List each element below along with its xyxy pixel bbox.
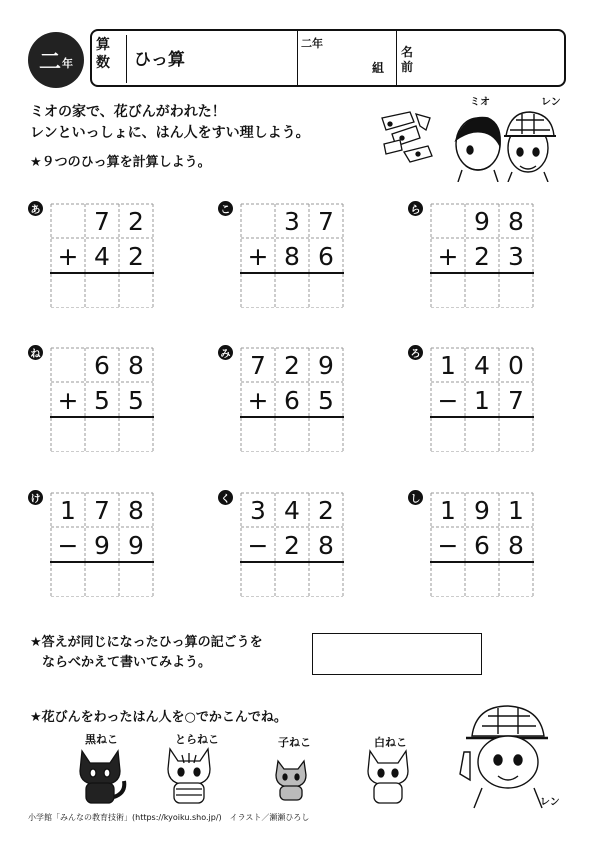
class-grade-label: 二年: [301, 37, 323, 50]
digit-top: 1: [60, 495, 76, 525]
story-line-2: レンといっしょに、はん人をすい理しよう。: [30, 125, 310, 141]
digit-bottom: 4: [94, 241, 110, 271]
answer-cell[interactable]: [85, 563, 119, 597]
problem-mark: ら: [408, 201, 423, 216]
subject-label: 算数: [96, 37, 110, 71]
digit-bottom: 5: [318, 385, 334, 415]
header-divider: [126, 35, 127, 83]
suspect-label-kitten: 子ねこ: [278, 736, 311, 749]
digit-top: 3: [284, 206, 300, 236]
answer-cell[interactable]: [241, 274, 275, 308]
instruction-arrange-line-1: ★答えが同じになったひっ算の記ごうを: [30, 635, 263, 650]
name-label: 名前: [401, 45, 414, 74]
digit-top: 7: [94, 206, 110, 236]
operator-sign: +: [437, 241, 459, 271]
digit-top: 9: [474, 495, 490, 525]
operator-sign: −: [437, 530, 459, 560]
digit-top: 1: [440, 495, 456, 525]
problem: [30, 492, 160, 602]
tiger-cat-icon[interactable]: [168, 749, 210, 803]
operator-sign: −: [437, 385, 459, 415]
digit-top: [51, 204, 85, 238]
digit-bottom: 2: [128, 241, 144, 271]
digit-bottom: 6: [474, 530, 490, 560]
digit-top: 4: [474, 350, 490, 380]
answer-cell[interactable]: [85, 418, 119, 452]
problem-mark: ね: [28, 345, 43, 360]
problem: [30, 203, 160, 313]
digit-top: 2: [128, 206, 144, 236]
problem: [220, 347, 350, 457]
answer-cell[interactable]: [241, 418, 275, 452]
operator-sign: +: [57, 385, 79, 415]
answer-cell[interactable]: [241, 563, 275, 597]
digit-top: 2: [284, 350, 300, 380]
problem: [410, 347, 540, 457]
operator-sign: +: [247, 385, 269, 415]
digit-bottom: 2: [284, 530, 300, 560]
digit-bottom: 9: [128, 530, 144, 560]
class-kumi-label: 組: [372, 61, 385, 75]
digit-top: 1: [440, 350, 456, 380]
digit-top: 3: [250, 495, 266, 525]
digit-bottom: 3: [508, 241, 524, 271]
digit-top: 7: [94, 495, 110, 525]
answer-cell[interactable]: [465, 274, 499, 308]
answer-cell[interactable]: [465, 563, 499, 597]
answer-box[interactable]: [312, 633, 482, 675]
digit-bottom: 9: [94, 530, 110, 560]
answer-cell[interactable]: [431, 418, 465, 452]
answer-cell[interactable]: [431, 274, 465, 308]
problem: [220, 492, 350, 602]
problem-mark: く: [218, 490, 233, 505]
digit-top: 2: [318, 495, 334, 525]
worksheet-title: ひっ算: [134, 50, 185, 70]
story-text: [30, 102, 310, 144]
suspect-cats-illustration: [60, 745, 460, 807]
digit-top: 0: [508, 350, 524, 380]
character-label-mio: ミオ: [470, 97, 490, 108]
operator-sign: +: [247, 241, 269, 271]
digit-bottom: 8: [284, 241, 300, 271]
problem: [410, 492, 540, 602]
digit-top: 8: [128, 350, 144, 380]
answer-cell[interactable]: [309, 563, 343, 597]
digit-top: [51, 348, 85, 382]
answer-cell[interactable]: [275, 418, 309, 452]
problem: [410, 203, 540, 313]
operator-sign: −: [247, 530, 269, 560]
digit-bottom: 5: [128, 385, 144, 415]
digit-top: 1: [508, 495, 524, 525]
answer-cell[interactable]: [499, 418, 533, 452]
answer-cell[interactable]: [275, 563, 309, 597]
digit-top: 9: [318, 350, 334, 380]
digit-top: [241, 204, 275, 238]
instruction-arrange: [30, 633, 263, 673]
header-divider: [396, 31, 397, 85]
digit-top: [431, 204, 465, 238]
digit-bottom: 6: [318, 241, 334, 271]
operator-sign: +: [57, 241, 79, 271]
answer-cell[interactable]: [309, 274, 343, 308]
digit-bottom: 1: [474, 385, 490, 415]
answer-cell[interactable]: [119, 274, 153, 308]
answer-cell[interactable]: [499, 563, 533, 597]
digit-top: 6: [94, 350, 110, 380]
suspect-label-white-cat: 白ねこ: [374, 736, 407, 749]
header-box: [90, 29, 566, 87]
header-divider: [297, 31, 298, 85]
vase-and-kids-illustration: [370, 100, 565, 182]
suspect-label-black-cat: 黒ねこ: [85, 733, 118, 746]
problem-mark: み: [218, 345, 233, 360]
digit-bottom: 8: [508, 530, 524, 560]
answer-cell[interactable]: [431, 563, 465, 597]
digit-bottom: 5: [94, 385, 110, 415]
instruction-calculate: ★９つのひっ算を計算しよう。: [30, 155, 211, 170]
problem-mark: し: [408, 490, 423, 505]
digit-top: 8: [128, 495, 144, 525]
grade-badge: [28, 32, 84, 88]
answer-cell[interactable]: [51, 563, 85, 597]
grade-suffix: 年: [62, 57, 73, 70]
digit-top: 7: [250, 350, 266, 380]
answer-cell[interactable]: [85, 274, 119, 308]
problem: [30, 347, 160, 457]
ren-label: レン: [540, 797, 560, 808]
story-line-1: ミオの家で、花びんがわれた！: [30, 104, 226, 120]
black-cat-icon[interactable]: [80, 751, 124, 803]
digit-top: 7: [318, 206, 334, 236]
instruction-circle-culprit: ★花びんをわったはん人を○でかこんでね。: [30, 710, 287, 725]
answer-cell[interactable]: [51, 274, 85, 308]
white-cat-icon[interactable]: [368, 751, 408, 803]
digit-top: 9: [474, 206, 490, 236]
answer-cell[interactable]: [309, 418, 343, 452]
problem-mark: こ: [218, 201, 233, 216]
operator-sign: −: [57, 530, 79, 560]
problem-mark: あ: [28, 201, 43, 216]
answer-cell[interactable]: [275, 274, 309, 308]
answer-cell[interactable]: [51, 418, 85, 452]
digit-bottom: 8: [318, 530, 334, 560]
digit-top: 8: [508, 206, 524, 236]
footer-credit: 小学館「みんなの教育技術」(https://kyoiku.sho.jp/) イラスト／瀬瀬ひろし: [28, 813, 310, 822]
grade-number: 二: [38, 49, 61, 75]
answer-cell[interactable]: [119, 418, 153, 452]
problem-mark: け: [28, 490, 43, 505]
digit-bottom: 6: [284, 385, 300, 415]
instruction-arrange-line-2: ならべかえて書いてみよう。: [42, 655, 212, 670]
answer-cell[interactable]: [465, 418, 499, 452]
answer-cell[interactable]: [499, 274, 533, 308]
answer-cell[interactable]: [119, 563, 153, 597]
suspect-label-tiger-cat: とらねこ: [175, 733, 219, 746]
digit-top: 4: [284, 495, 300, 525]
character-label-ren: レン: [541, 97, 561, 108]
digit-bottom: 7: [508, 385, 524, 415]
digit-bottom: 2: [474, 241, 490, 271]
kitten-icon[interactable]: [276, 761, 306, 800]
problem-mark: ろ: [408, 345, 423, 360]
problem: [220, 203, 350, 313]
